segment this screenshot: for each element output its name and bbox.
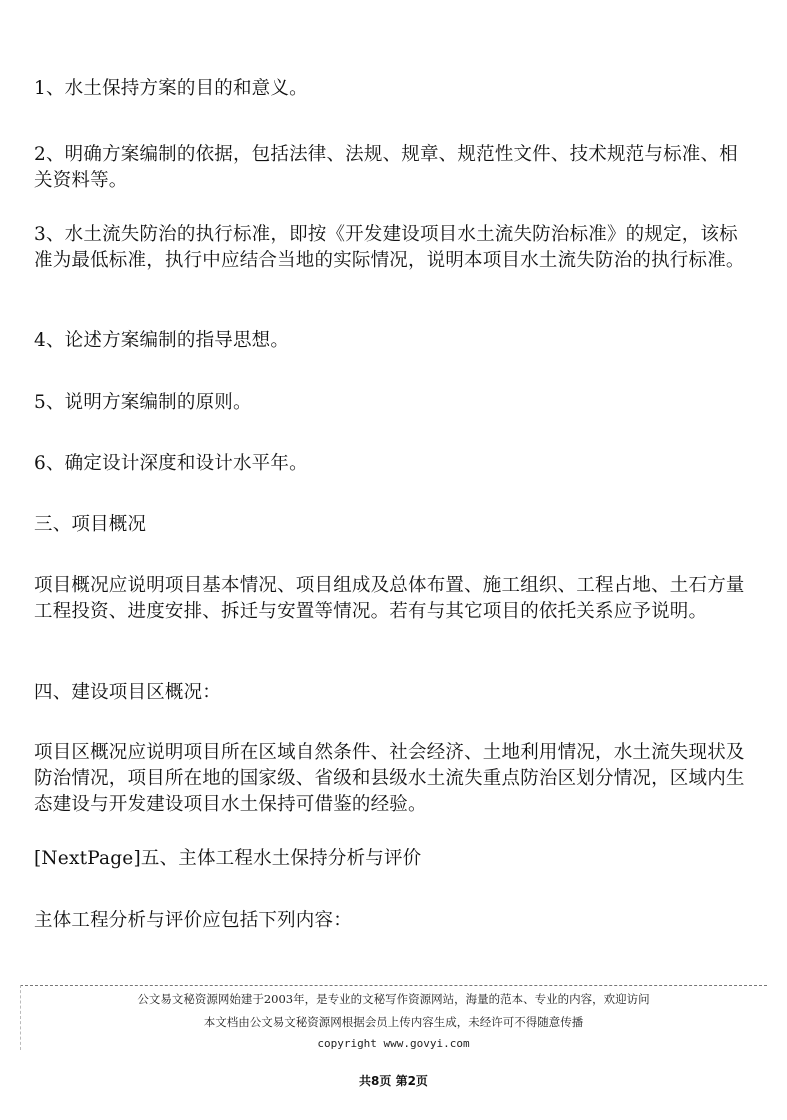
- paragraph-3: 3、水土流失防治的执行标准，即按《开发建设项目水土流失防治标准》的规定，该标准为最低标准，执行中应结合当地的实际情况，说明本项目水土流失防治的执行标准。: [34, 224, 745, 271]
- paragraph-area-overview: 项目区概况应说明项目所在区域自然条件、社会经济、土地利用情况，水土流失现状及防治情况，项目所在地的国家级、省级和县级水土流失重点防治区划分情况，区域内生态建设与开发建设项目水土保持可借鉴的经验。: [34, 742, 745, 815]
- paragraph-project-overview: 项目概况应说明项目基本情况、项目组成及总体布置、施工组织、工程占地、土石方量工程投资、进度安排、拆迁与安置等情况。若有与其它项目的依托关系应予说明。: [34, 575, 745, 622]
- footer-divider: [20, 985, 767, 986]
- paragraph-1: 1、水土保持方案的目的和意义。: [34, 78, 308, 99]
- page-indicator: 共8页 第2页: [359, 1074, 428, 1088]
- section-heading-4: 四、建设项目区概况：: [34, 682, 222, 703]
- paragraph-4: 4、论述方案编制的指导思想。: [34, 330, 290, 351]
- section-heading-3: 三、项目概况: [34, 514, 147, 535]
- paragraph-2: 2、明确方案编制的依据，包括法律、法规、规章、规范性文件、技术规范与标准、相关资料等。: [34, 144, 738, 191]
- paragraph-6: 6、确定设计深度和设计水平年。: [34, 453, 308, 474]
- paragraph-analysis-intro: 主体工程分析与评价应包括下列内容：: [34, 910, 352, 931]
- section-heading-5: [NextPage]五、主体工程水土保持分析与评价: [34, 848, 422, 869]
- footer-site-intro: 公文易文秘资源网始建于2003年，是专业的文秘写作资源网站，海量的范本、专业的内容，欢迎访问: [137, 992, 650, 1006]
- footer-copyright-url: copyright www.govyi.com: [317, 1037, 470, 1050]
- footer-copyright-notice: 本文档由公文易文秘资源网根据会员上传内容生成，未经许可不得随意传播: [203, 1015, 584, 1029]
- paragraph-5: 5、说明方案编制的原则。: [34, 392, 252, 413]
